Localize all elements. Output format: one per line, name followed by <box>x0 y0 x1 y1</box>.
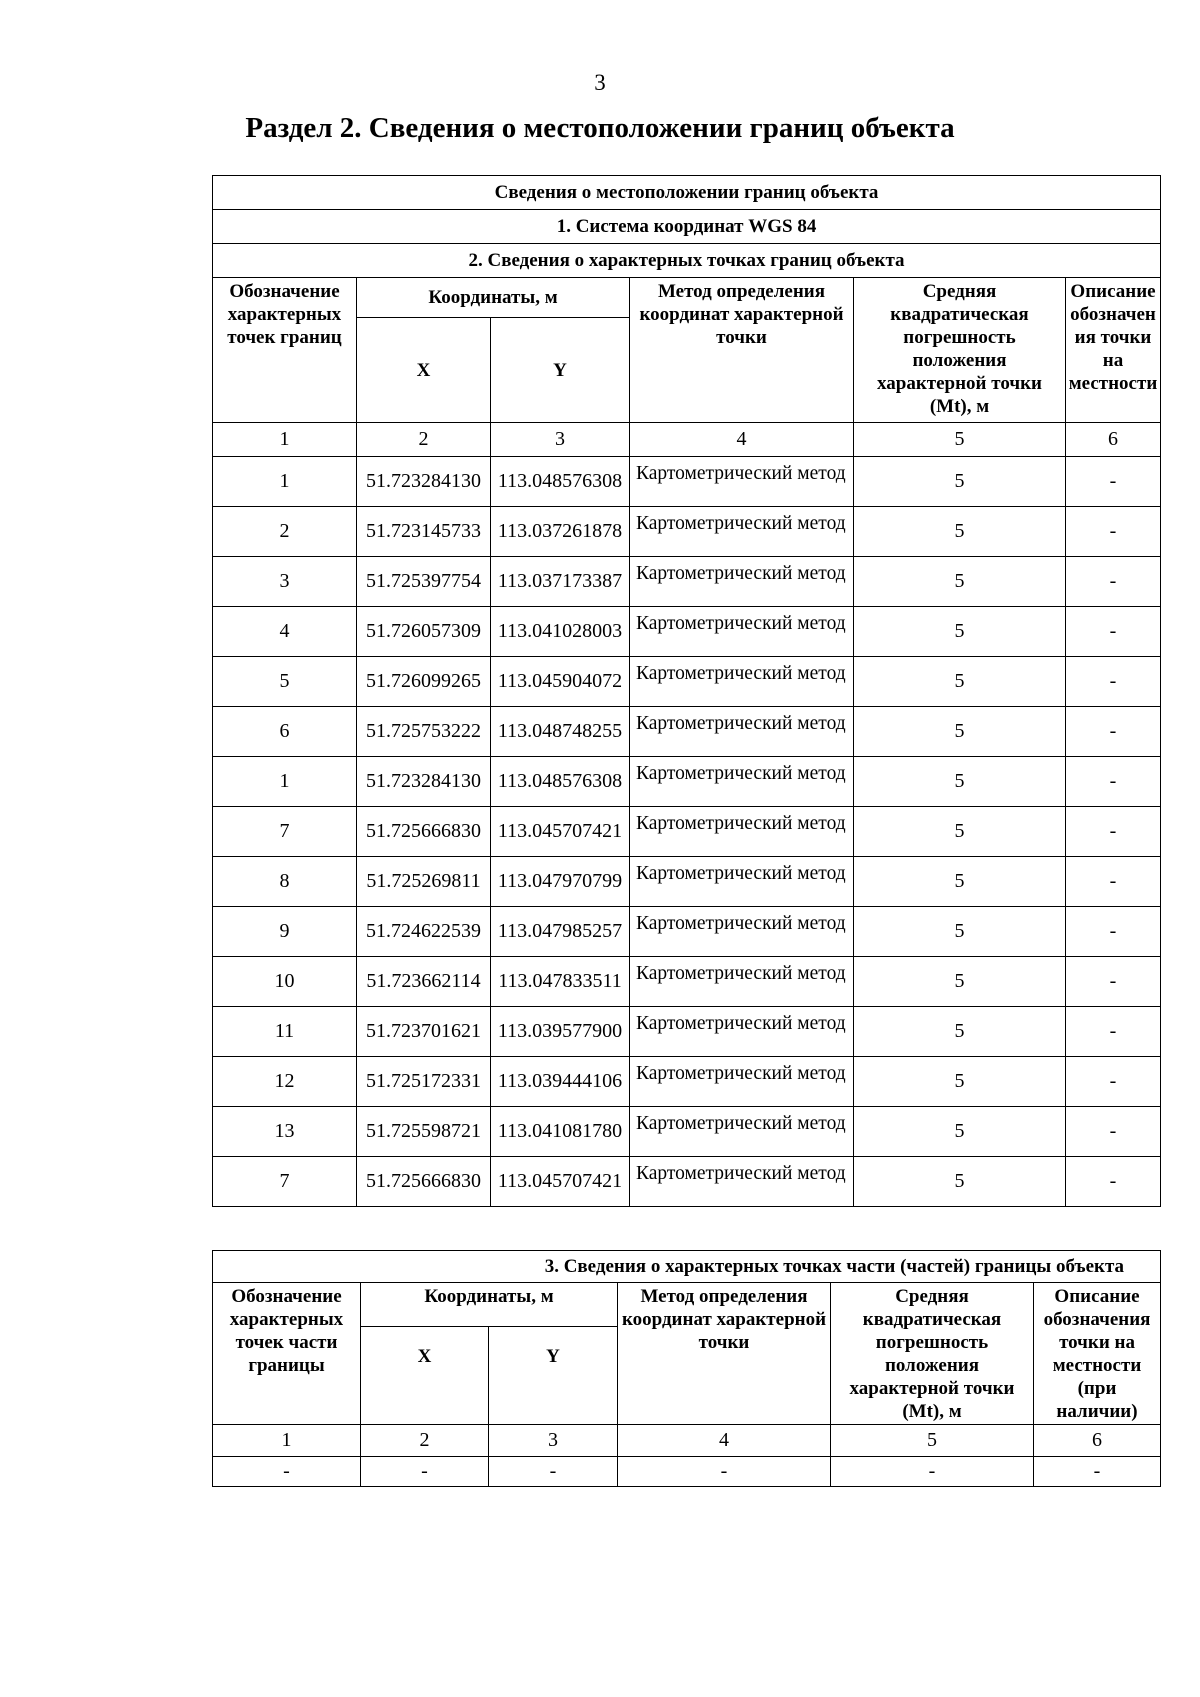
accuracy-cell: 5 <box>854 557 1066 607</box>
accuracy-cell: 5 <box>854 657 1066 707</box>
header-point: Обозначение характерных точек границ <box>213 278 357 423</box>
table-row <box>213 557 1161 607</box>
description-cell: - <box>1066 1107 1161 1157</box>
page-number: 3 <box>594 70 606 95</box>
point-cell: 12 <box>213 1057 357 1107</box>
boundary-points-table <box>212 175 1161 1207</box>
coord-x-cell: 51.723284130 <box>357 757 491 807</box>
coord-y-cell: 113.041028003 <box>491 607 630 657</box>
header-y: Y <box>489 1327 618 1425</box>
accuracy-cell: 5 <box>854 907 1066 957</box>
table-row <box>213 607 1161 657</box>
coord-y-cell: 113.039444106 <box>491 1057 630 1107</box>
method-cell: Картометрический метод <box>630 857 854 907</box>
coord-y-cell: 113.037261878 <box>491 507 630 557</box>
column-number: 6 <box>1066 423 1161 457</box>
coord-y-cell: 113.047985257 <box>491 907 630 957</box>
description-cell: - <box>1066 557 1161 607</box>
method-cell: Картометрический метод <box>630 657 854 707</box>
coord-y-cell: 113.039577900 <box>491 1007 630 1057</box>
coord-y-cell: 113.037173387 <box>491 557 630 607</box>
coord-x-cell: 51.723145733 <box>357 507 491 557</box>
table-row <box>213 757 1161 807</box>
coord-x-cell: 51.725269811 <box>357 857 491 907</box>
header-method: Метод определения координат характерной точки <box>630 278 854 423</box>
point-cell: 5 <box>213 657 357 707</box>
point-cell: 1 <box>213 757 357 807</box>
accuracy-cell: 5 <box>854 807 1066 857</box>
accuracy-cell: 5 <box>854 707 1066 757</box>
accuracy-cell: 5 <box>854 957 1066 1007</box>
coord-x-cell: 51.723701621 <box>357 1007 491 1057</box>
point-cell: 10 <box>213 957 357 1007</box>
method-cell: Картометрический метод <box>630 457 854 507</box>
description-cell: - <box>1066 1057 1161 1107</box>
header-coords: Координаты, м <box>361 1283 618 1327</box>
description-cell: - <box>1066 757 1161 807</box>
method-cell: Картометрический метод <box>630 1057 854 1107</box>
header-accuracy: Средняя квадратическая погрешность положения характерной точки (Mt), м <box>854 278 1066 423</box>
table-row <box>213 657 1161 707</box>
description-cell: - <box>1066 657 1161 707</box>
coord-y-cell: 113.048576308 <box>491 457 630 507</box>
accuracy-cell: 5 <box>854 1007 1066 1057</box>
coord-x-cell: 51.724622539 <box>357 907 491 957</box>
coord-x-cell: 51.725397754 <box>357 557 491 607</box>
header-x: X <box>361 1327 489 1425</box>
coord-x-cell: 51.726057309 <box>357 607 491 657</box>
coord-system: 1. Система координат WGS 84 <box>213 210 1161 244</box>
header-x: X <box>357 318 491 423</box>
header-accuracy: Средняя квадратическая погрешность положения характерной точки (Mt), м <box>831 1283 1034 1425</box>
method-cell: Картометрический метод <box>630 757 854 807</box>
description-cell: - <box>1066 457 1161 507</box>
table-row <box>213 707 1161 757</box>
accuracy-cell: 5 <box>854 1057 1066 1107</box>
method-cell: Картометрический метод <box>630 907 854 957</box>
method-cell: Картометрический метод <box>630 957 854 1007</box>
description-cell: - <box>1066 507 1161 557</box>
coord-x-cell: 51.723662114 <box>357 957 491 1007</box>
point-cell: 8 <box>213 857 357 907</box>
point-cell: 1 <box>213 457 357 507</box>
header-description: Описание обозначен ия точки на местности <box>1066 278 1161 423</box>
column-number: 5 <box>854 423 1066 457</box>
accuracy-cell: 5 <box>854 507 1066 557</box>
header-y: Y <box>491 318 630 423</box>
coord-y-cell: 113.045904072 <box>491 657 630 707</box>
method-cell: Картометрический метод <box>630 1157 854 1207</box>
column-number: 2 <box>357 423 491 457</box>
table-row <box>213 457 1161 507</box>
coord-x-cell: 51.725666830 <box>357 1157 491 1207</box>
table-title: Сведения о местоположении границ объекта <box>213 176 1161 210</box>
description-cell: - <box>1066 807 1161 857</box>
accuracy-cell: 5 <box>854 757 1066 807</box>
header-point: Обозначение характерных точек части границы <box>213 1283 361 1425</box>
coord-x-cell: 51.726099265 <box>357 657 491 707</box>
coord-y-cell: 113.045707421 <box>491 807 630 857</box>
table-row <box>213 957 1161 1007</box>
coord-y-cell: 113.047970799 <box>491 857 630 907</box>
table-row <box>213 1007 1161 1057</box>
point-cell: 4 <box>213 607 357 657</box>
accuracy-cell: 5 <box>854 607 1066 657</box>
part-boundary-points-table <box>212 1250 1161 1487</box>
subsection-title: 3. Сведения о характерных точках части (частей) границы объекта <box>213 1251 1161 1283</box>
table-row <box>213 1057 1161 1107</box>
coord-x-cell: 51.725666830 <box>357 807 491 857</box>
header-method: Метод определения координат характерной точки <box>618 1283 831 1425</box>
column-number: 4 <box>618 1425 831 1457</box>
accuracy-cell: 5 <box>854 1107 1066 1157</box>
section-title: Раздел 2. Сведения о местоположении границ объекта <box>245 112 955 144</box>
point-cell: 6 <box>213 707 357 757</box>
column-number: 3 <box>489 1425 618 1457</box>
point-cell: 7 <box>213 807 357 857</box>
table-row <box>213 807 1161 857</box>
description-cell: - <box>1066 707 1161 757</box>
coord-x-cell: 51.725598721 <box>357 1107 491 1157</box>
accuracy-cell: 5 <box>854 857 1066 907</box>
method-cell: Картометрический метод <box>630 1007 854 1057</box>
description-cell: - <box>1066 607 1161 657</box>
description-cell: - <box>1034 1457 1161 1487</box>
coord-y-cell: 113.048576308 <box>491 757 630 807</box>
column-number: 1 <box>213 423 357 457</box>
column-number: 2 <box>361 1425 489 1457</box>
table-row <box>213 857 1161 907</box>
coord-y-cell: 113.047833511 <box>491 957 630 1007</box>
column-number: 3 <box>491 423 630 457</box>
description-cell: - <box>1066 857 1161 907</box>
subsection-title: 2. Сведения о характерных точках границ объекта <box>213 244 1161 278</box>
method-cell: Картометрический метод <box>630 507 854 557</box>
method-cell: Картометрический метод <box>630 607 854 657</box>
coord-y-cell: 113.048748255 <box>491 707 630 757</box>
table-row <box>213 1457 1161 1487</box>
column-number: 1 <box>213 1425 361 1457</box>
method-cell: - <box>618 1457 831 1487</box>
table-row <box>213 507 1161 557</box>
accuracy-cell: 5 <box>854 457 1066 507</box>
point-cell: 2 <box>213 507 357 557</box>
method-cell: Картометрический метод <box>630 807 854 857</box>
table-row <box>213 1157 1161 1207</box>
description-cell: - <box>1066 1157 1161 1207</box>
column-number: 4 <box>630 423 854 457</box>
header-coords: Координаты, м <box>357 278 630 318</box>
point-cell: 13 <box>213 1107 357 1157</box>
point-cell: 7 <box>213 1157 357 1207</box>
method-cell: Картометрический метод <box>630 1107 854 1157</box>
method-cell: Картометрический метод <box>630 707 854 757</box>
coord-y-cell: 113.041081780 <box>491 1107 630 1157</box>
coord-x-cell: 51.725753222 <box>357 707 491 757</box>
description-cell: - <box>1066 957 1161 1007</box>
point-cell: 9 <box>213 907 357 957</box>
coord-x-cell: - <box>361 1457 489 1487</box>
table-row <box>213 1107 1161 1157</box>
method-cell: Картометрический метод <box>630 557 854 607</box>
coord-x-cell: 51.723284130 <box>357 457 491 507</box>
description-cell: - <box>1066 907 1161 957</box>
accuracy-cell: - <box>831 1457 1034 1487</box>
column-number: 5 <box>831 1425 1034 1457</box>
point-cell: - <box>213 1457 361 1487</box>
column-number: 6 <box>1034 1425 1161 1457</box>
coord-y-cell: - <box>489 1457 618 1487</box>
accuracy-cell: 5 <box>854 1157 1066 1207</box>
coord-y-cell: 113.045707421 <box>491 1157 630 1207</box>
coord-x-cell: 51.725172331 <box>357 1057 491 1107</box>
table-row <box>213 907 1161 957</box>
point-cell: 3 <box>213 557 357 607</box>
description-cell: - <box>1066 1007 1161 1057</box>
header-description: Описание обозначения точки на местности (при наличии) <box>1034 1283 1161 1425</box>
point-cell: 11 <box>213 1007 357 1057</box>
